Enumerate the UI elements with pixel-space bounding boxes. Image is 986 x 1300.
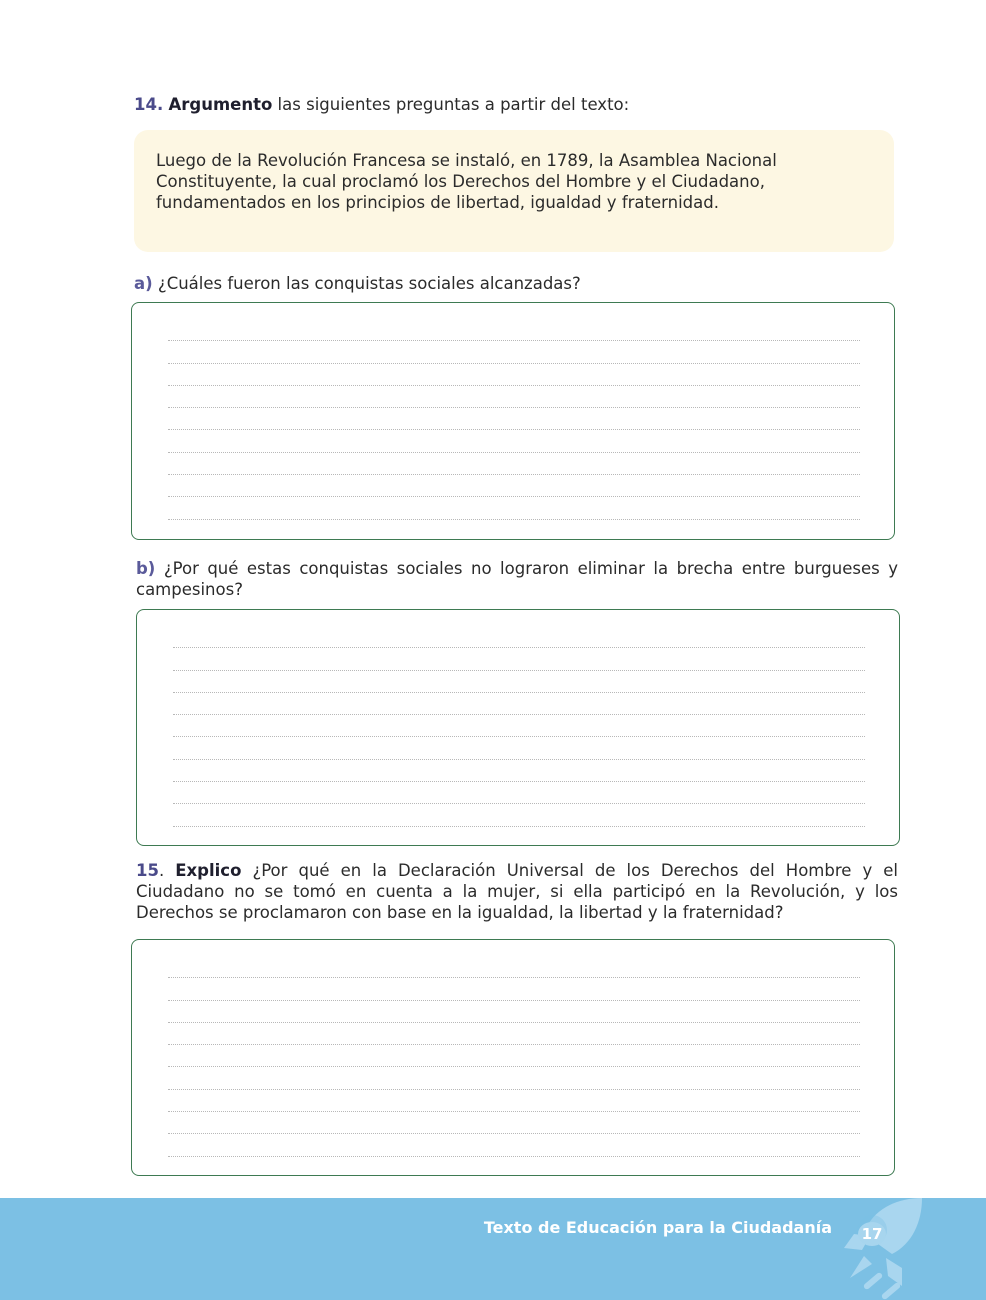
question-label: a) <box>134 274 153 293</box>
rocket-icon <box>836 1198 946 1300</box>
answer-box-b[interactable] <box>136 609 900 846</box>
context-note <box>134 130 894 252</box>
writing-lines <box>168 319 860 520</box>
writing-line <box>168 1001 860 1023</box>
question-label: b) <box>136 559 156 578</box>
answer-box-a[interactable] <box>131 302 895 540</box>
writing-line <box>168 1045 860 1067</box>
writing-lines <box>168 956 860 1157</box>
writing-line <box>168 453 860 475</box>
question-15: 15. Explico ¿Por qué en la Declaración Universal de los Derechos del Hombre y el Ciudadano no se tomó en cuenta a la mujer, si ella participó en la Revolución, y los Derechos se proclamaron con base en la igualdad, la libertad y la fraternidad? <box>136 861 898 922</box>
writing-line <box>168 1090 860 1112</box>
question-b <box>136 558 898 600</box>
answer-box-15[interactable] <box>131 939 895 1176</box>
writing-line <box>173 760 865 782</box>
question-number: 15 <box>136 861 159 880</box>
writing-lines <box>173 626 865 827</box>
question-14 <box>134 94 894 115</box>
question-keyword: Explico <box>175 861 242 880</box>
writing-line <box>168 1067 860 1089</box>
writing-line <box>173 715 865 737</box>
question-text: ¿Por qué en la Declaración Universal de los Derechos del Hombre y el Ciudadano no se tomó en cuenta a la mujer, si ella participó en la Revolución, y los Derechos se proclamaron con base en la igualdad, la libertad y la fraternidad? <box>136 861 898 922</box>
question-number: 14. <box>134 95 164 114</box>
writing-line <box>173 626 865 648</box>
writing-line <box>168 408 860 430</box>
question-keyword: Argumento <box>168 95 273 114</box>
writing-line <box>168 978 860 1000</box>
writing-line <box>168 341 860 363</box>
writing-line <box>168 1023 860 1045</box>
writing-line <box>168 1112 860 1134</box>
page-number: 17 <box>858 1222 886 1246</box>
writing-line <box>173 782 865 804</box>
question-text: ¿Por qué estas conquistas sociales no lograron eliminar la brecha entre burgueses y campesinos? <box>136 559 898 599</box>
writing-line <box>173 737 865 759</box>
writing-line <box>168 430 860 452</box>
writing-line <box>168 956 860 978</box>
writing-line <box>168 497 860 519</box>
writing-line <box>168 364 860 386</box>
question-a <box>134 273 894 294</box>
writing-line <box>168 319 860 341</box>
writing-line <box>168 386 860 408</box>
context-note-text: Luego de la Revolución Francesa se instaló, en 1789, la Asamblea Nacional Constituyente, la cual proclamó los Derechos del Hombre y el Ciudadano, fundamentados en los principios de libertad, igualdad y fraternidad. <box>156 151 777 212</box>
footer-title: Texto de Educación para la Ciudadanía <box>483 1218 832 1237</box>
writing-line <box>173 693 865 715</box>
writing-line <box>173 671 865 693</box>
writing-line <box>168 475 860 497</box>
question-text: las siguientes preguntas a partir del texto: <box>272 95 630 114</box>
writing-line <box>173 648 865 670</box>
page-footer <box>0 1198 986 1300</box>
writing-line <box>168 1134 860 1156</box>
writing-line <box>173 804 865 826</box>
question-text: ¿Cuáles fueron las conquistas sociales alcanzadas? <box>152 274 581 293</box>
